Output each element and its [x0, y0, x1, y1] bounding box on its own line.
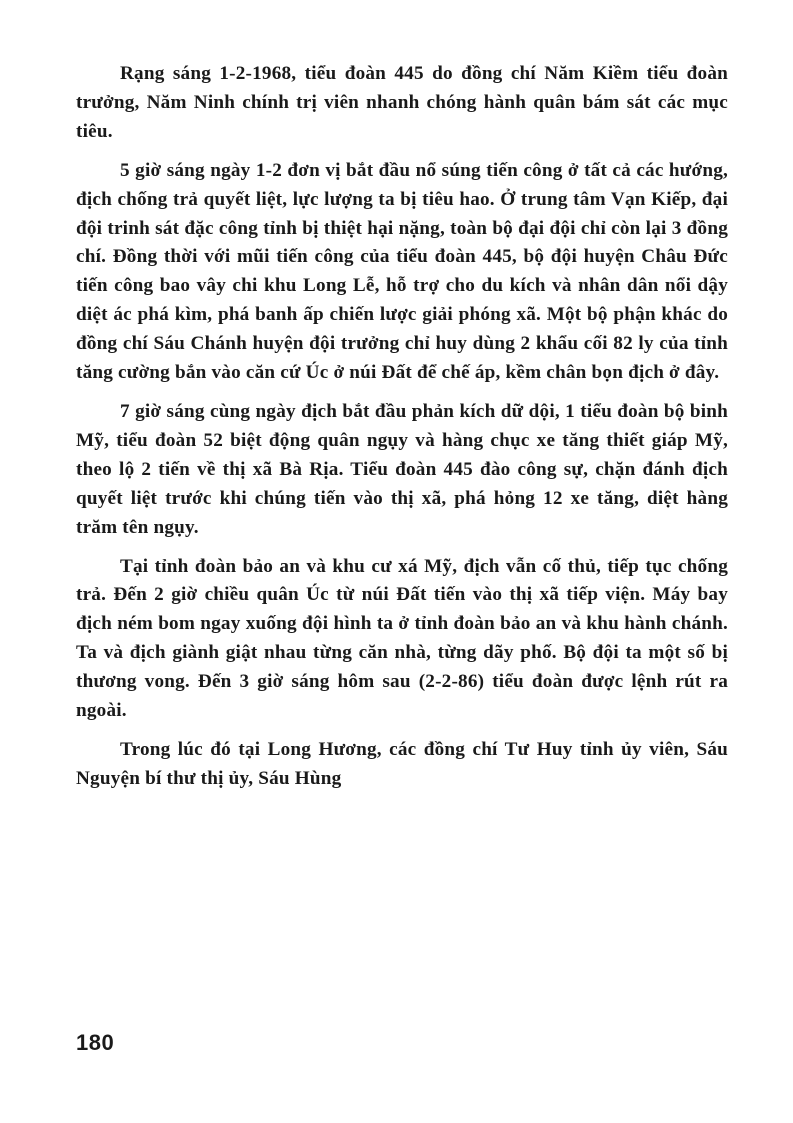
paragraph-5: Trong lúc đó tại Long Hương, các đồng chí Tư Huy tỉnh ủy viên, Sáu Nguyện bí thư thị ủy, Sáu Hùng	[76, 738, 728, 789]
paragraph-3: 7 giờ sáng cùng ngày địch bắt đầu phản kích dữ dội, 1 tiểu đoàn bộ binh Mỹ, tiểu đoàn 52 biệt động quân ngụy và hàng chục xe tăng thiết giáp Mỹ, theo lộ 2 tiến về thị xã Bà Rịa. Tiểu đoàn 445 đào công sự, chặn đánh địch quyết liệt trước khi chúng tiến vào thị xã, phá hỏng 12 xe tăng, diệt hàng trăm tên ngụy.	[76, 400, 728, 538]
body-text	[76, 60, 728, 794]
paragraph-4: Tại tỉnh đoàn bảo an và khu cư xá Mỹ, địch vẫn cố thủ, tiếp tục chống trả. Đến 2 giờ chiều quân Úc từ núi Đất tiến vào thị xã tiếp viện. Máy bay địch ném bom ngay xuống đội hình ta ở tỉnh đoàn bảo an và khu hành chánh. Ta và địch giành giật nhau từng căn nhà, từng dãy phố. Bộ đội ta một số bị thương vong. Đến 3 giờ sáng hôm sau (2-2-86) tiểu đoàn được lệnh rút ra ngoài.	[76, 555, 728, 722]
paragraph-2: 5 giờ sáng ngày 1-2 đơn vị bắt đầu nổ súng tiến công ở tất cả các hướng, địch chống trả quyết liệt, lực lượng ta bị tiêu hao. Ở trung tâm Vạn Kiếp, đại đội trinh sát đặc công tỉnh bị thiệt hại nặng, toàn bộ đại đội chỉ còn lại 3 đồng chí. Đồng thời với mũi tiến công của tiểu đoàn 445, bộ đội huyện Châu Đức tiến công bao vây chi khu Long Lễ, hỗ trợ cho du kích và nhân dân nổi dậy diệt ác phá kìm, phá banh ấp chiến lược giải phóng xã. Một bộ phận khác do đồng chí Sáu Chánh huyện đội trưởng chỉ huy dùng 2 khẩu cối 82 ly của tỉnh tăng cường bắn vào căn cứ Úc ở núi Đất để chế áp, kềm chân bọn địch ở đây.	[76, 159, 728, 384]
page-number: 180	[76, 1030, 115, 1055]
paragraph-1: Rạng sáng 1-2-1968, tiểu đoàn 445 do đồng chí Năm Kiềm tiểu đoàn trưởng, Năm Ninh chính trị viên nhanh chóng hành quân bám sát các mục tiêu.	[76, 63, 728, 142]
